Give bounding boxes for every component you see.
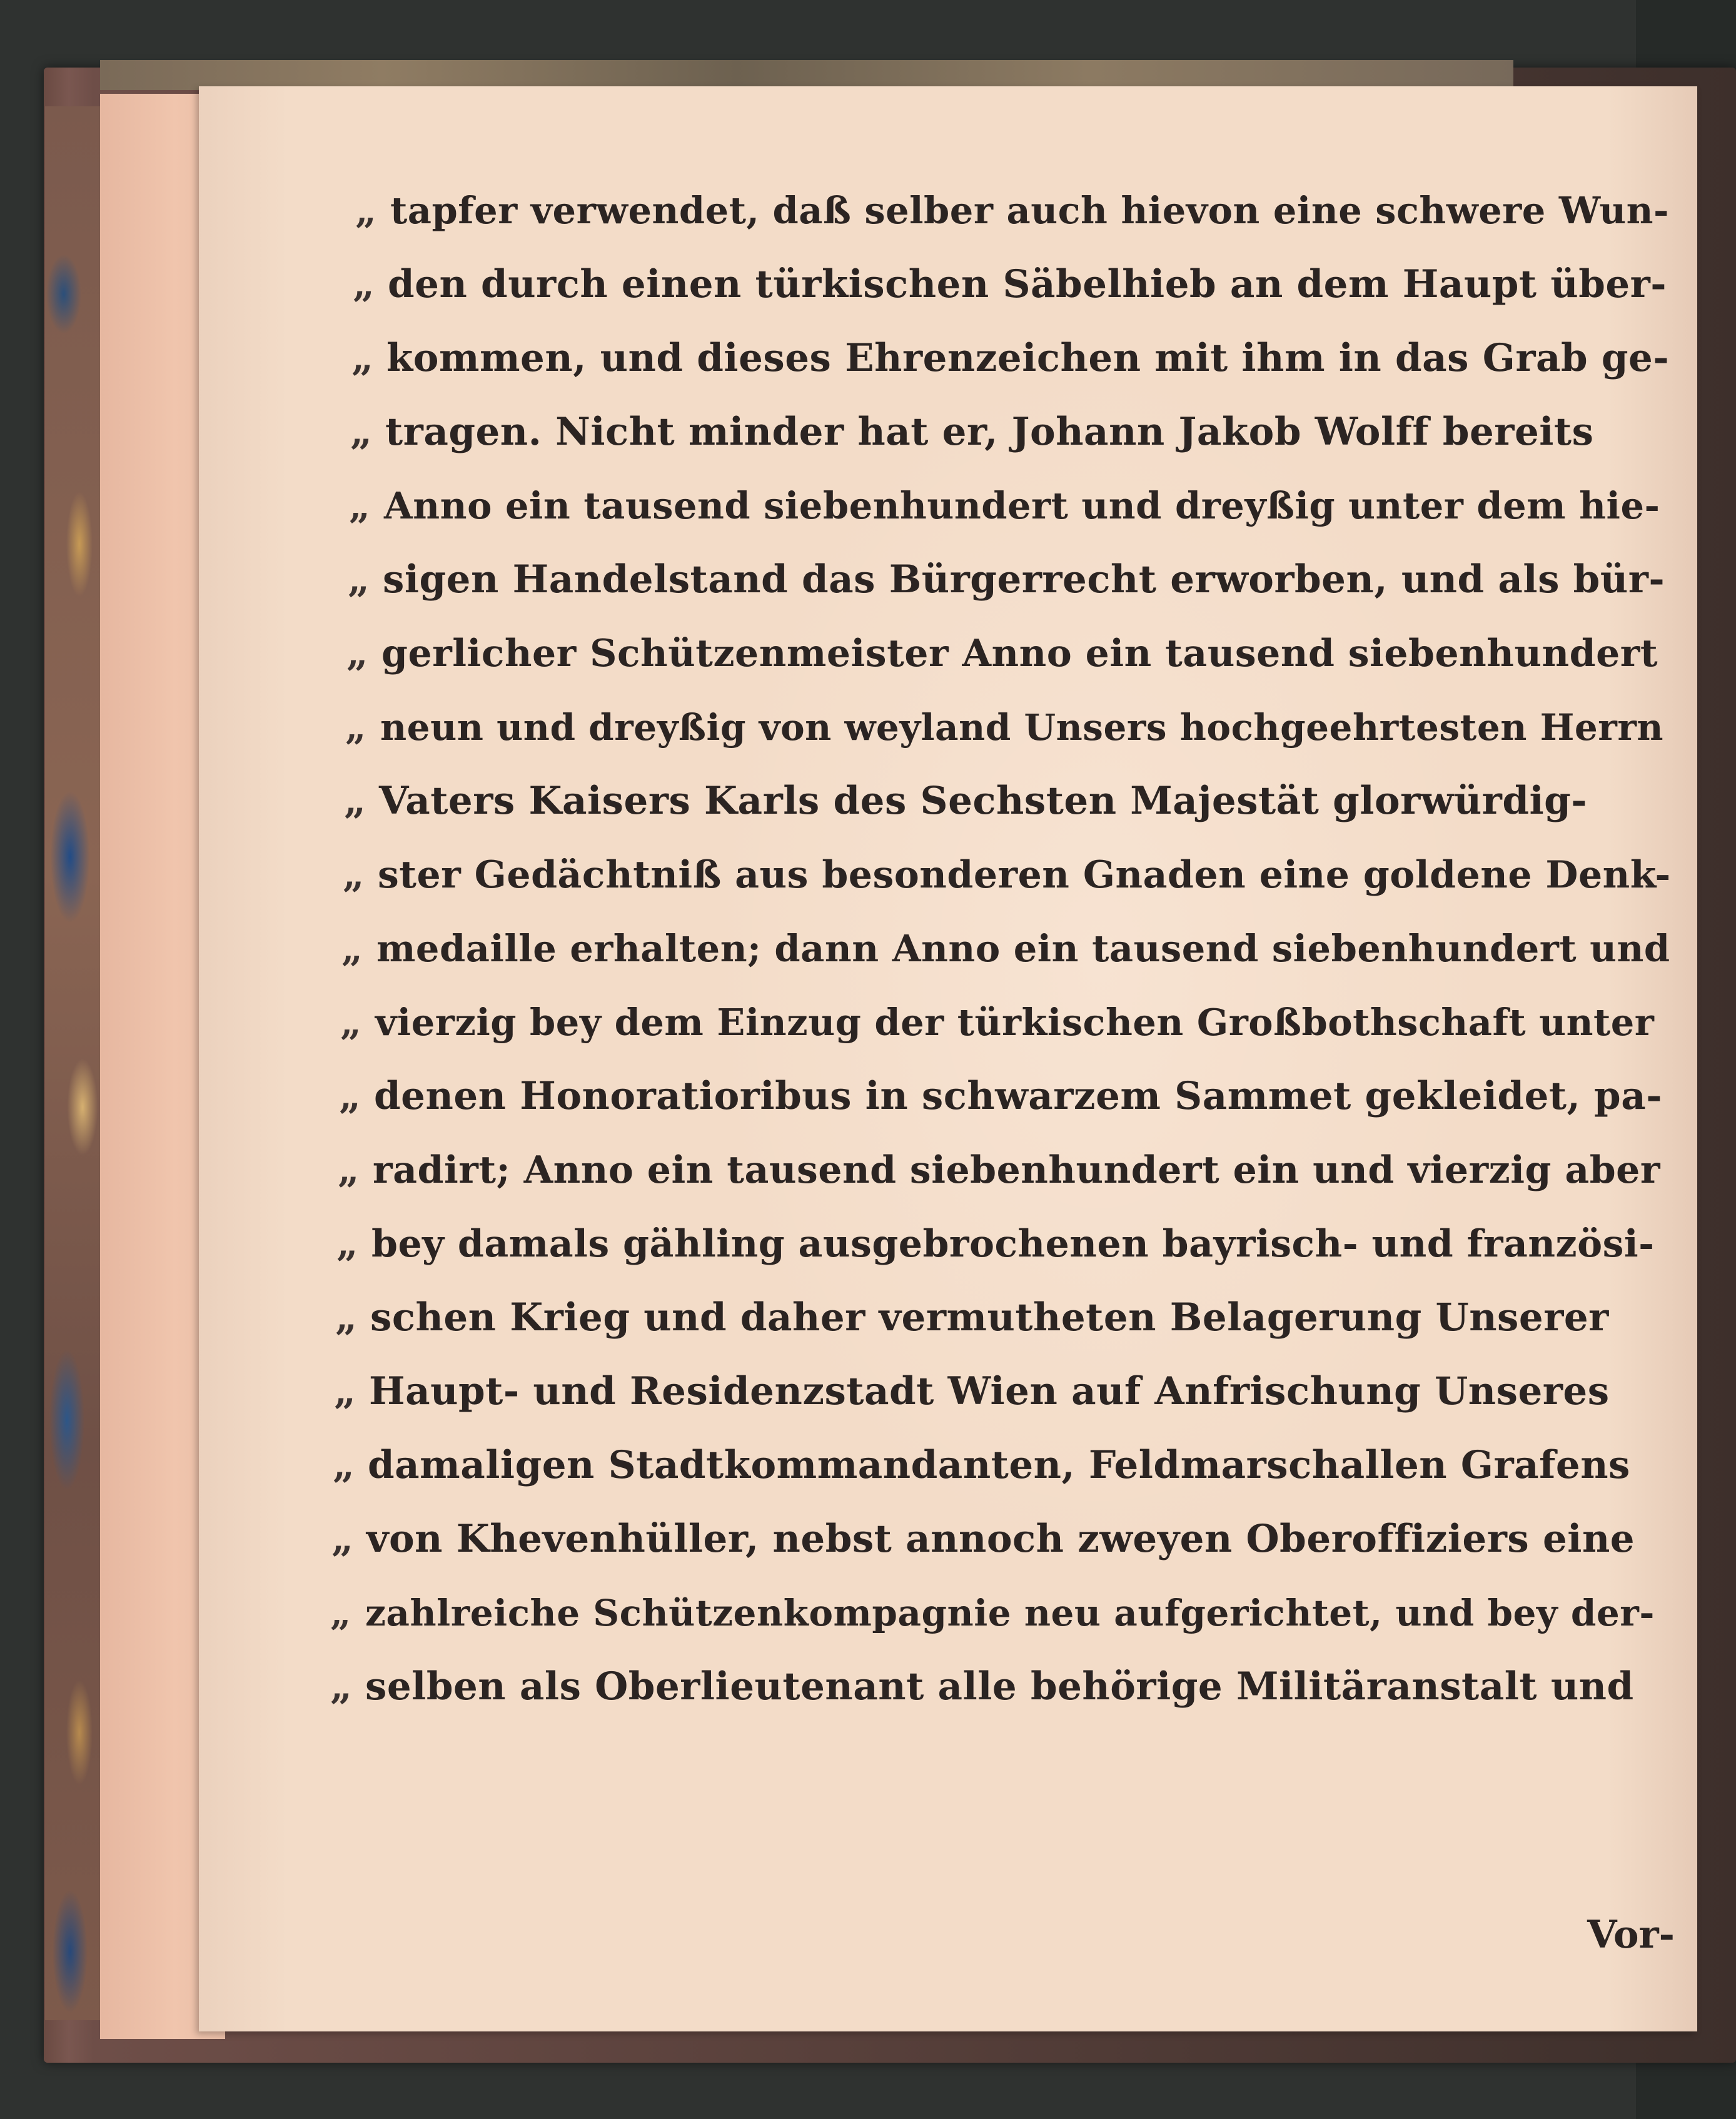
line-text: tragen. Nicht minder hat er, Johann Jakob Wolff bereits [385,410,1594,454]
text-line [338,1133,1675,1207]
text-line [353,248,1675,321]
text-line [331,1502,1675,1576]
printed-page [199,86,1697,2031]
line-text: tapfer verwendet, daß selber auch hievon eine schwere Wun- [390,189,1669,232]
line-text: vierzig bey dem Einzug der türkischen Großbothschaft unter [375,1001,1655,1044]
text-line [330,1576,1675,1650]
line-text: zahlreiche Schützenkompagnie neu aufgerichtet, und bey der- [365,1592,1655,1634]
line-text: selben als Oberlieutenant alle behörige Militäranstalt und [365,1664,1634,1709]
line-text: Vaters Kaisers Karls des Sechsten Majestät glorwürdig- [379,779,1588,823]
text-line [344,764,1675,838]
quote-mark: „ [344,779,366,823]
text-line [345,690,1675,764]
quote-mark: „ [335,1295,358,1340]
text-line [355,174,1675,248]
quote-mark: „ [355,189,377,232]
quote-mark: „ [339,1074,361,1118]
text-line [351,321,1675,395]
quote-mark: „ [334,1369,356,1414]
line-text: Anno ein tausend siebenhundert und dreyßig unter dem hie- [384,484,1660,527]
quote-mark: „ [346,632,369,675]
text-line [334,1355,1675,1429]
line-text: sigen Handelstand das Bürgerrecht erworben, und als bür- [383,557,1665,602]
quote-mark: „ [341,927,363,970]
text-line [335,1281,1675,1355]
catchword: Vor- [1587,1913,1675,1957]
marbled-edge-top [100,60,1513,90]
text-line [349,469,1675,543]
line-text: Haupt- und Residenzstadt Wien auf Anfrischung Unseres [369,1369,1610,1414]
line-text: radirt; Anno ein tausend siebenhundert ein und vierzig aber [373,1148,1660,1192]
line-text: von Khevenhüller, nebst annoch zweyen Oberoffiziers eine [366,1517,1635,1561]
line-text: schen Krieg und daher vermutheten Belagerung Unserer [370,1295,1609,1340]
text-line [333,1429,1675,1502]
quote-mark: „ [340,1001,362,1044]
line-text: denen Honoratioribus in schwarzem Sammet gekleidet, pa- [374,1074,1663,1118]
text-line [340,986,1675,1060]
quote-mark: „ [350,410,373,454]
quote-mark: „ [353,262,375,306]
marbled-endpaper [45,106,105,2020]
text-line [346,617,1675,690]
quote-mark: „ [343,853,365,897]
line-text: gerlicher Schützenmeister Anno ein tausend siebenhundert [381,632,1658,675]
quote-mark: „ [330,1664,353,1709]
line-text: den durch einen türkischen Säbelhieb an dem Haupt über- [388,262,1667,306]
quote-mark: „ [349,484,371,527]
quote-mark: „ [345,706,366,749]
quote-mark: „ [333,1443,355,1487]
quote-mark: „ [331,1517,354,1561]
quote-mark: „ [336,1222,359,1266]
line-text: bey damals gähling ausgebrochenen bayrisch- und französi- [371,1222,1655,1266]
text-line [339,1060,1675,1133]
quote-mark: „ [348,557,370,602]
line-text: medaille erhalten; dann Anno ein tausend siebenhundert und [376,927,1670,970]
body-text [330,174,1675,1957]
line-text: ster Gedächtniß aus besonderen Gnaden eine goldene Denk- [378,853,1671,897]
text-line [350,395,1675,469]
line-text: neun und dreyßig von weyland Unsers hochgeehrtesten Herrn [380,706,1664,749]
quote-mark: „ [338,1148,360,1192]
quote-mark: „ [351,336,374,380]
quote-mark: „ [330,1592,351,1634]
text-line [348,543,1675,617]
text-line [330,1650,1675,1724]
text-line [336,1207,1675,1281]
line-text: kommen, und dieses Ehrenzeichen mit ihm in das Grab ge- [386,336,1670,380]
line-text: damaligen Stadtkommandanten, Feldmarschallen Grafens [368,1443,1630,1487]
text-line [343,838,1675,912]
text-line [341,912,1675,986]
